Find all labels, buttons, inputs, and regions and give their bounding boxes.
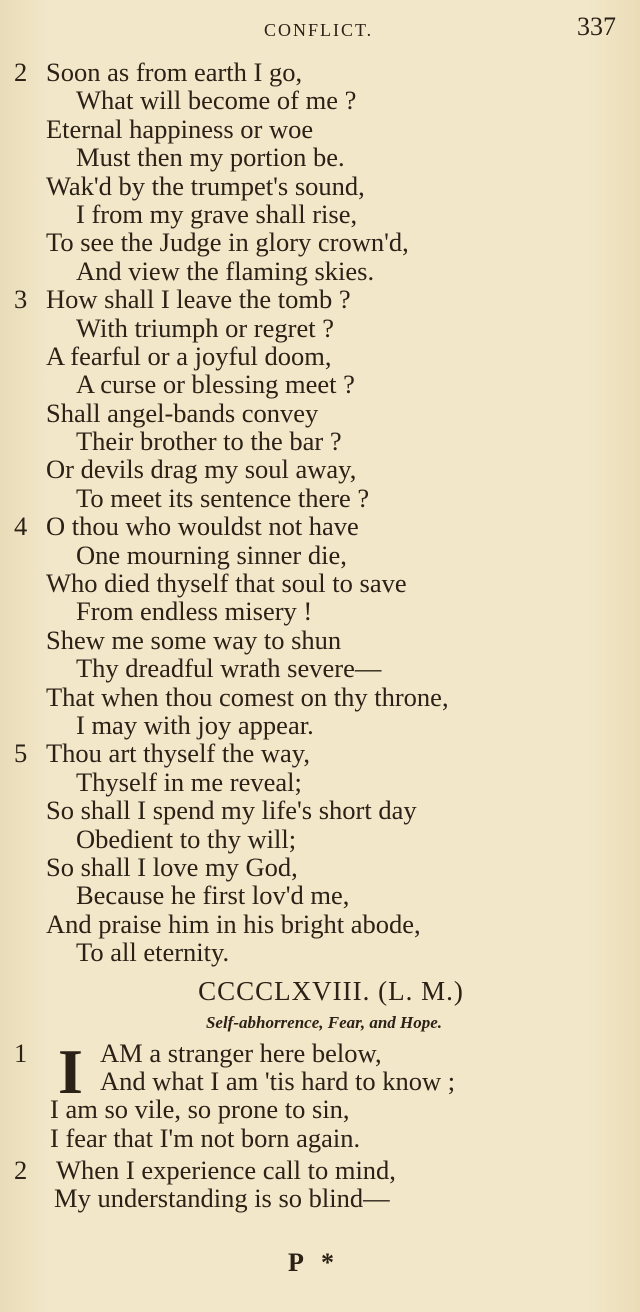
- hymn-title: CCCCLXVIII. (L. M.): [198, 975, 464, 1006]
- hymn-stanza-2: [14, 1156, 630, 1213]
- signature-mark: P *: [288, 1248, 340, 1277]
- stanza-3: [14, 285, 630, 512]
- stanza-line: To see the Judge in glory crown'd,: [46, 227, 409, 258]
- stanza-5: [14, 739, 630, 966]
- stanza-line: Eternal happiness or woe: [46, 113, 314, 144]
- stanza-line: Or devils drag my soul away,: [46, 454, 357, 485]
- stanza-line: A curse or blessing meet ?: [76, 369, 355, 400]
- page-number: 337: [577, 12, 616, 41]
- stanza-line: And praise him in his bright abode,: [46, 908, 421, 939]
- stanza-line: I may with joy appear.: [76, 709, 314, 740]
- stanza-line: My understanding is so blind—: [54, 1183, 390, 1214]
- stanza-line: 4 O thou who wouldst not have: [14, 511, 359, 542]
- stanza-line: Because he first lov'd me,: [76, 880, 350, 911]
- stanza-line: Thy dreadful wrath severe—: [76, 653, 382, 684]
- text-block: [14, 58, 630, 1213]
- stanza-line: Wak'd by the trumpet's sound,: [46, 170, 365, 201]
- stanza-line: Thyself in me reveal;: [76, 766, 302, 797]
- section-title: CONFLICT.: [264, 20, 374, 40]
- stanza-line: From endless misery !: [76, 596, 313, 627]
- stanza-4: [14, 512, 630, 739]
- stanza-line: With triumph or regret ?: [76, 312, 334, 343]
- stanza-line: I fear that I'm not born again.: [50, 1122, 361, 1153]
- stanza-line: One mourning sinner die,: [76, 539, 347, 570]
- stanza-line: Shew me some way to shun: [46, 624, 342, 655]
- stanza-line: Their brother to the bar ?: [76, 426, 342, 457]
- hymn-subtitle: Self-abhorrence, Fear, and Hope.: [205, 1012, 443, 1032]
- stanza-line: To meet its sentence there ?: [76, 482, 370, 513]
- hymn-stanza-1: [14, 1035, 630, 1153]
- verse-number: 2: [14, 57, 28, 87]
- stanza-line: So shall I spend my life's short day: [46, 795, 417, 826]
- stanza-line: Shall angel-bands convey: [46, 397, 319, 428]
- stanza-line: So shall I love my God,: [46, 851, 298, 882]
- stanza-line: Must then my portion be.: [76, 142, 345, 173]
- stanza-line: 2 Soon as from earth I go,: [14, 57, 303, 87]
- stanza-line: To all eternity.: [76, 937, 230, 968]
- stanza-line: 1 AM a stranger here below,: [14, 1037, 382, 1068]
- stanza-line: 5 Thou art thyself the way,: [14, 738, 310, 769]
- stanza-line: Who died thyself that soul to save: [46, 568, 407, 599]
- verse-number: 2: [14, 1155, 28, 1186]
- verse-number: 1: [14, 1037, 28, 1068]
- stanza-line: That when thou comest on thy throne,: [46, 681, 449, 712]
- stanza-line: And what I am 'tis hard to know ;: [100, 1065, 456, 1096]
- stanza-line: A fearful or a joyful doom,: [46, 340, 332, 371]
- stanza-line: Obedient to thy will;: [76, 823, 297, 854]
- running-head: [0, 12, 640, 46]
- verse-number: 4: [14, 511, 28, 542]
- stanza-line: 2 When I experience call to mind,: [14, 1155, 396, 1186]
- drop-cap: I: [58, 1035, 83, 1107]
- stanza-line: I from my grave shall rise,: [76, 198, 358, 229]
- stanza-line: And view the flaming skies.: [76, 255, 375, 286]
- stanza-line: 3 How shall I leave the tomb ?: [14, 284, 351, 315]
- verse-number: 3: [14, 284, 28, 315]
- stanza-line: What will become of me ?: [76, 85, 357, 116]
- stanza-line: I am so vile, so prone to sin,: [50, 1094, 350, 1125]
- verse-number: 5: [14, 738, 28, 769]
- stanza-2: [14, 58, 630, 285]
